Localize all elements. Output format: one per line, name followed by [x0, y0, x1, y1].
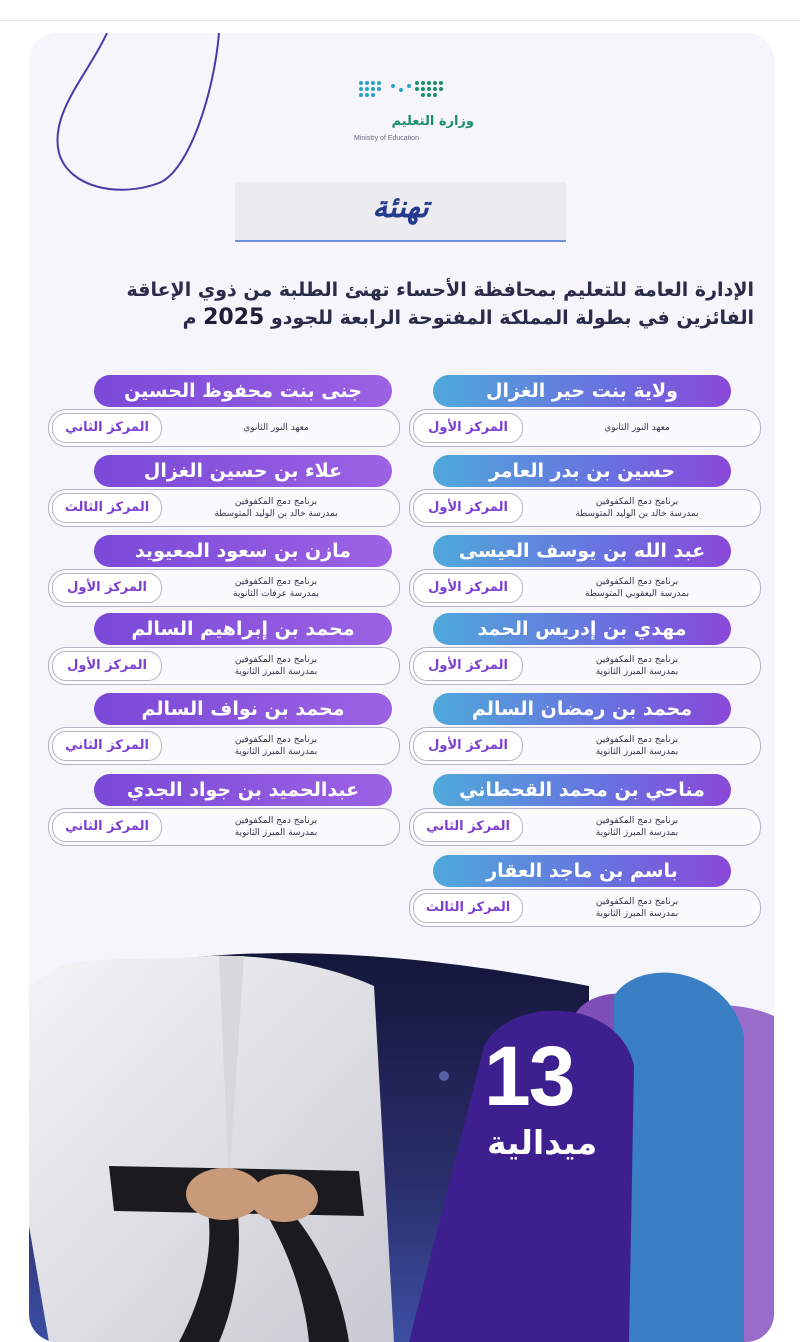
headline-year: 2025: [203, 305, 265, 330]
winner-name: محمد بن إبراهيم السالم: [94, 613, 392, 645]
winner-rank: المركز الثاني: [413, 812, 523, 842]
winner-entry: [48, 693, 400, 768]
winner-school-line-1: برنامج دمج المكفوفين: [234, 577, 318, 587]
winner-name: حسين بن بدر العامر: [433, 455, 731, 487]
winner-rank: المركز الثاني: [52, 812, 162, 842]
winner-name: مهدي بن إدريس الحمد: [433, 613, 731, 645]
winner-school: [527, 810, 747, 844]
winner-rank: المركز الأول: [413, 651, 523, 681]
winner-school: [527, 649, 747, 683]
winner-detail: [48, 489, 400, 527]
winner-school-line-2: بمدرسة المبرز الثانوية: [595, 828, 679, 838]
winner-entry: [409, 693, 761, 768]
winner-rank: المركز الثالث: [52, 493, 162, 523]
winner-detail: [409, 489, 761, 527]
headline-line-2: [59, 304, 754, 332]
winner-school: [527, 411, 747, 445]
winner-entry: [48, 535, 400, 610]
headline-line-2-suffix: م: [182, 307, 197, 329]
winner-detail: [48, 808, 400, 846]
winner-school-line-2: بمدرسة خالد بن الوليد المتوسطة: [214, 509, 338, 519]
winner-detail: [409, 808, 761, 846]
winner-school-line-1: برنامج دمج المكفوفين: [595, 497, 679, 507]
headline-line-1: الإدارة العامة للتعليم بمحافظة الأحساء تهنئ الطلبة من ذوي الإعاقة: [126, 279, 754, 301]
winner-school-line-2: بمدرسة اليعقوبي المتوسطة: [585, 589, 689, 599]
ministry-name-ar: وزارة التعليم: [391, 114, 474, 129]
winner-entry: [48, 375, 400, 450]
winner-school-line-2: بمدرسة عرفات الثانوية: [233, 589, 319, 599]
winner-name: عبدالحميد بن جواد الجدي: [94, 774, 392, 806]
winner-entry: [48, 455, 400, 530]
winner-school-line-2: بمدرسة المبرز الثانوية: [234, 828, 318, 838]
winner-rank: المركز الثالث: [413, 893, 523, 923]
winner-entry: [48, 613, 400, 688]
winner-school-line-2: بمدرسة المبرز الثانوية: [595, 909, 679, 919]
winner-school: [166, 411, 386, 445]
headline: [59, 276, 754, 332]
winner-entry: [48, 774, 400, 849]
winner-detail: [409, 409, 761, 447]
winner-school: [527, 891, 747, 925]
winner-rank: المركز الثاني: [52, 413, 162, 443]
winner-rank: المركز الأول: [413, 413, 523, 443]
medal-label: ميدالية: [487, 1123, 598, 1162]
winner-entry: [409, 535, 761, 610]
winner-name: مازن بن سعود المعيويد: [94, 535, 392, 567]
headline-line-2-text: الفائزين في بطولة المملكة المفتوحة الرابعة للجودو: [270, 307, 754, 329]
winner-detail: [409, 647, 761, 685]
winner-detail: [48, 409, 400, 447]
winner-school-line-2: بمدرسة المبرز الثانوية: [595, 667, 679, 677]
winner-entry: [409, 455, 761, 530]
winner-school-line-1: برنامج دمج المكفوفين: [595, 735, 679, 745]
winner-name: علاء بن حسين الغزال: [94, 455, 392, 487]
winner-rank: المركز الأول: [52, 573, 162, 603]
top-divider: [0, 20, 800, 21]
winner-school-line-2: بمدرسة المبرز الثانوية: [234, 747, 318, 757]
judo-athlete-image: [29, 926, 774, 1342]
winner-entry: [409, 774, 761, 849]
congrats-title: تهنئة: [372, 190, 429, 225]
congrats-banner: [235, 182, 566, 242]
winner-name: محمد بن نواف السالم: [94, 693, 392, 725]
winner-school: [166, 729, 386, 763]
winner-school-line-1: برنامج دمج المكفوفين: [234, 816, 318, 826]
winner-school-line-1: برنامج دمج المكفوفين: [595, 655, 679, 665]
ministry-logo: [354, 78, 474, 153]
medal-count: 13: [484, 1029, 574, 1123]
winner-entry: [409, 855, 761, 930]
decorative-arc: [29, 33, 229, 253]
ministry-name-en: Ministry of Education: [354, 135, 419, 142]
winner-school-line-1: برنامج دمج المكفوفين: [595, 816, 679, 826]
winner-school: [166, 649, 386, 683]
winner-name: محمد بن رمضان السالم: [433, 693, 731, 725]
winner-detail: [409, 889, 761, 927]
winner-school-line-1: برنامج دمج المكفوفين: [234, 735, 318, 745]
winner-name: باسم بن ماجد العقار: [433, 855, 731, 887]
winner-school-line-1: برنامج دمج المكفوفين: [234, 497, 318, 507]
winner-entry: [409, 613, 761, 688]
winner-rank: المركز الأول: [413, 493, 523, 523]
winner-detail: [409, 569, 761, 607]
winner-school-line-2: بمدرسة خالد بن الوليد المتوسطة: [575, 509, 699, 519]
winner-school-line-2: بمدرسة المبرز الثانوية: [595, 747, 679, 757]
winner-rank: المركز الثاني: [52, 731, 162, 761]
winner-rank: المركز الأول: [413, 573, 523, 603]
winner-school-line-1: برنامج دمج المكفوفين: [595, 577, 679, 587]
winner-entry: [409, 375, 761, 450]
winner-school: [166, 571, 386, 605]
ministry-logo-icon: [356, 78, 451, 108]
winner-school: [527, 729, 747, 763]
winner-name: جنى بنت محفوظ الحسين: [94, 375, 392, 407]
winner-school: [527, 571, 747, 605]
winner-rank: المركز الأول: [52, 651, 162, 681]
winner-detail: [48, 569, 400, 607]
winner-detail: [48, 647, 400, 685]
winner-school-line-1: معهد النور الثانوي: [604, 423, 670, 433]
winner-school: [166, 810, 386, 844]
winner-school: [166, 491, 386, 525]
winner-name: عبد الله بن يوسف العيسى: [433, 535, 731, 567]
winner-school-line-2: بمدرسة المبرز الثانوية: [234, 667, 318, 677]
winner-rank: المركز الأول: [413, 731, 523, 761]
winner-school: [527, 491, 747, 525]
announcement-card: [29, 33, 774, 1342]
winner-school-line-1: معهد النور الثانوي: [243, 423, 309, 433]
winner-detail: [409, 727, 761, 765]
winner-name: ولاية بنت حير الغزال: [433, 375, 731, 407]
winner-name: مناحي بن محمد القحطاني: [433, 774, 731, 806]
winner-school-line-1: برنامج دمج المكفوفين: [234, 655, 318, 665]
winner-school-line-1: برنامج دمج المكفوفين: [595, 897, 679, 907]
winner-detail: [48, 727, 400, 765]
